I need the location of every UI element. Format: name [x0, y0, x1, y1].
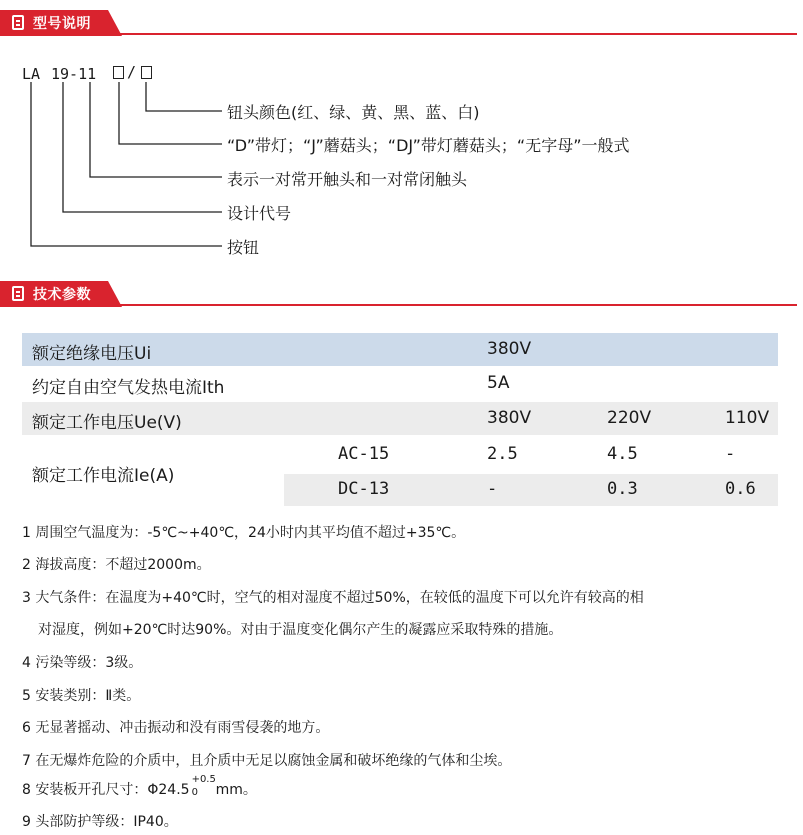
voltage-380: 380V [487, 408, 532, 428]
row-value: 380V [487, 339, 532, 359]
document-icon [12, 286, 24, 301]
leader-line-contact [90, 82, 222, 177]
desc-contacts: 表示一对常开触头和一对常闭触头 [227, 170, 468, 189]
row-label: 约定自由空气发热电流Ith [32, 378, 225, 398]
note-item: 4 污染等级：3级。 [22, 655, 143, 671]
note-item-hole-size [22, 774, 257, 799]
note-item: 2 海拔高度：不超过2000m。 [22, 557, 211, 573]
ac-value-110: - [725, 444, 736, 464]
row-label: 额定工作电流Ie(A) [32, 466, 175, 486]
desc-button: 按钮 [227, 238, 260, 257]
desc-button-color: 钮头颜色(红、绿、黄、黑、蓝、白) [227, 103, 480, 122]
tolerance [190, 774, 216, 798]
dc-value-220: 0.3 [607, 479, 638, 499]
tolerance-unit: mm。 [215, 782, 257, 798]
row-value: 5A [487, 373, 510, 393]
table-row [22, 402, 778, 435]
dc-value-110: 0.6 [725, 479, 756, 499]
dc-value-380: - [487, 479, 498, 499]
note-item: 6 无显著摇动、冲击振动和没有雨雪侵袭的地方。 [22, 720, 330, 736]
ac-value-380: 2.5 [487, 444, 518, 464]
voltage-220: 220V [607, 408, 652, 428]
section-title: 型号说明 [33, 16, 91, 32]
note-item: 5 安装类别：Ⅱ类。 [22, 688, 141, 704]
note-item: 9 头部防护等级：IP40。 [22, 814, 178, 830]
section-header-line [118, 304, 797, 306]
section-header-specs [0, 281, 803, 307]
model-series: 19-11 [51, 65, 97, 83]
leader-line-light [119, 82, 222, 144]
desc-light-type: “D”带灯；“J”蘑菇头；“DJ”带灯蘑菇头；“无字母”一般式 [227, 136, 630, 155]
table-row-current [22, 438, 778, 506]
ac-label: AC-15 [338, 444, 390, 464]
section-title: 技术参数 [33, 287, 91, 303]
leader-line-color [146, 82, 222, 111]
row-label: 额定工作电压Ue(V) [32, 413, 182, 433]
tolerance-lower: 0 [191, 787, 198, 798]
note-item: 3 大气条件：在温度为+40℃时，空气的相对湿度不超过50%，在较低的温度下可以允许有较高的相 [22, 590, 644, 606]
table-row [22, 367, 778, 400]
tolerance-upper: +0.5 [191, 774, 216, 785]
row-label: 额定绝缘电压Ui [32, 344, 152, 364]
note-item: 1 周围空气温度为：-5℃~+40℃，24小时内其平均值不超过+35℃。 [22, 525, 466, 541]
leader-line-button [31, 82, 222, 246]
model-prefix: LA [22, 65, 41, 83]
table-row [22, 333, 778, 366]
model-slash: / [127, 63, 137, 81]
ac-value-220: 4.5 [607, 444, 638, 464]
dc-label: DC-13 [338, 479, 390, 499]
desc-design-code: 设计代号 [227, 204, 292, 223]
note-item: 7 在无爆炸危险的介质中，且介质中无足以腐蚀金属和破坏绝缘的气体和尘埃。 [22, 753, 512, 769]
note-item-continued: 对湿度，例如+20℃时达90%。对由于温度变化偶尔产生的凝露应采取特殊的措施。 [38, 622, 563, 638]
voltage-110: 110V [725, 408, 770, 428]
leader-line-design [63, 82, 222, 212]
note-item: 8 安装板开孔尺寸：Φ24.5 [22, 782, 190, 798]
